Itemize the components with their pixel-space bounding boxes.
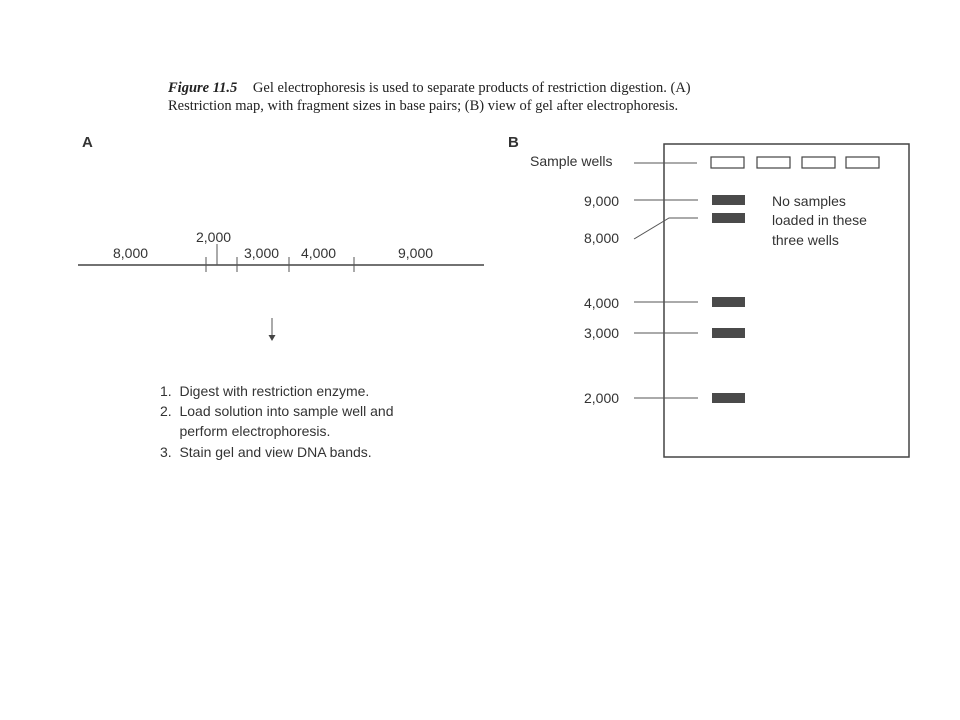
gel-band-9000 xyxy=(712,195,745,205)
sample-wells-label: Sample wells xyxy=(530,153,613,169)
empty-wells-note-line-1: No samples xyxy=(772,193,846,209)
band-label-3000: 3,000 xyxy=(584,325,620,341)
gel-outline xyxy=(664,144,909,457)
gel-band-4000 xyxy=(712,297,745,307)
figure-caption xyxy=(167,80,691,114)
caption-figure-label: Figure 11.5 xyxy=(168,80,238,96)
panel-b xyxy=(508,134,909,457)
panel-a xyxy=(78,134,484,460)
caption-line-2: Restriction map, with fragment sizes in base pairs; (B) view of gel after electrophoresis. xyxy=(168,98,679,114)
fragment-label-9000: 9,000 xyxy=(398,245,434,261)
band-label-4000: 4,000 xyxy=(584,295,620,311)
band-leader-8000 xyxy=(634,218,698,239)
step-1: 1. Digest with restriction enzyme. xyxy=(160,383,370,399)
panel-a-label: A xyxy=(82,134,93,151)
step-2-continued: perform electrophoresis. xyxy=(160,423,331,439)
down-arrow-icon xyxy=(269,318,276,341)
fragment-label-8000: 8,000 xyxy=(113,245,149,261)
step-3: 3. Stain gel and view DNA bands. xyxy=(160,444,372,460)
step-2: 2. Load solution into sample well and xyxy=(160,403,394,419)
sample-well-2 xyxy=(757,157,790,168)
sample-well-1 xyxy=(711,157,744,168)
svg-text:Figure 11.5 Gel electrop xyxy=(167,80,691,96)
gel-band-2000 xyxy=(712,393,745,403)
fragment-label-4000: 4,000 xyxy=(301,245,337,261)
gel-band-3000 xyxy=(712,328,745,338)
band-label-9000: 9,000 xyxy=(584,193,620,209)
gel-band-8000 xyxy=(712,213,745,223)
empty-wells-note-line-2: loaded in these xyxy=(772,212,867,228)
band-label-2000: 2,000 xyxy=(584,390,620,406)
fragment-label-3000: 3,000 xyxy=(244,245,280,261)
fragment-label-2000: 2,000 xyxy=(196,229,232,245)
sample-well-3 xyxy=(802,157,835,168)
caption-line-1: Gel electrophoresis is used to separate products of restriction digestion. (A) xyxy=(252,80,691,96)
sample-well-4 xyxy=(846,157,879,168)
panel-b-label: B xyxy=(508,134,519,151)
band-label-8000: 8,000 xyxy=(584,230,620,246)
empty-wells-note-line-3: three wells xyxy=(772,232,839,248)
